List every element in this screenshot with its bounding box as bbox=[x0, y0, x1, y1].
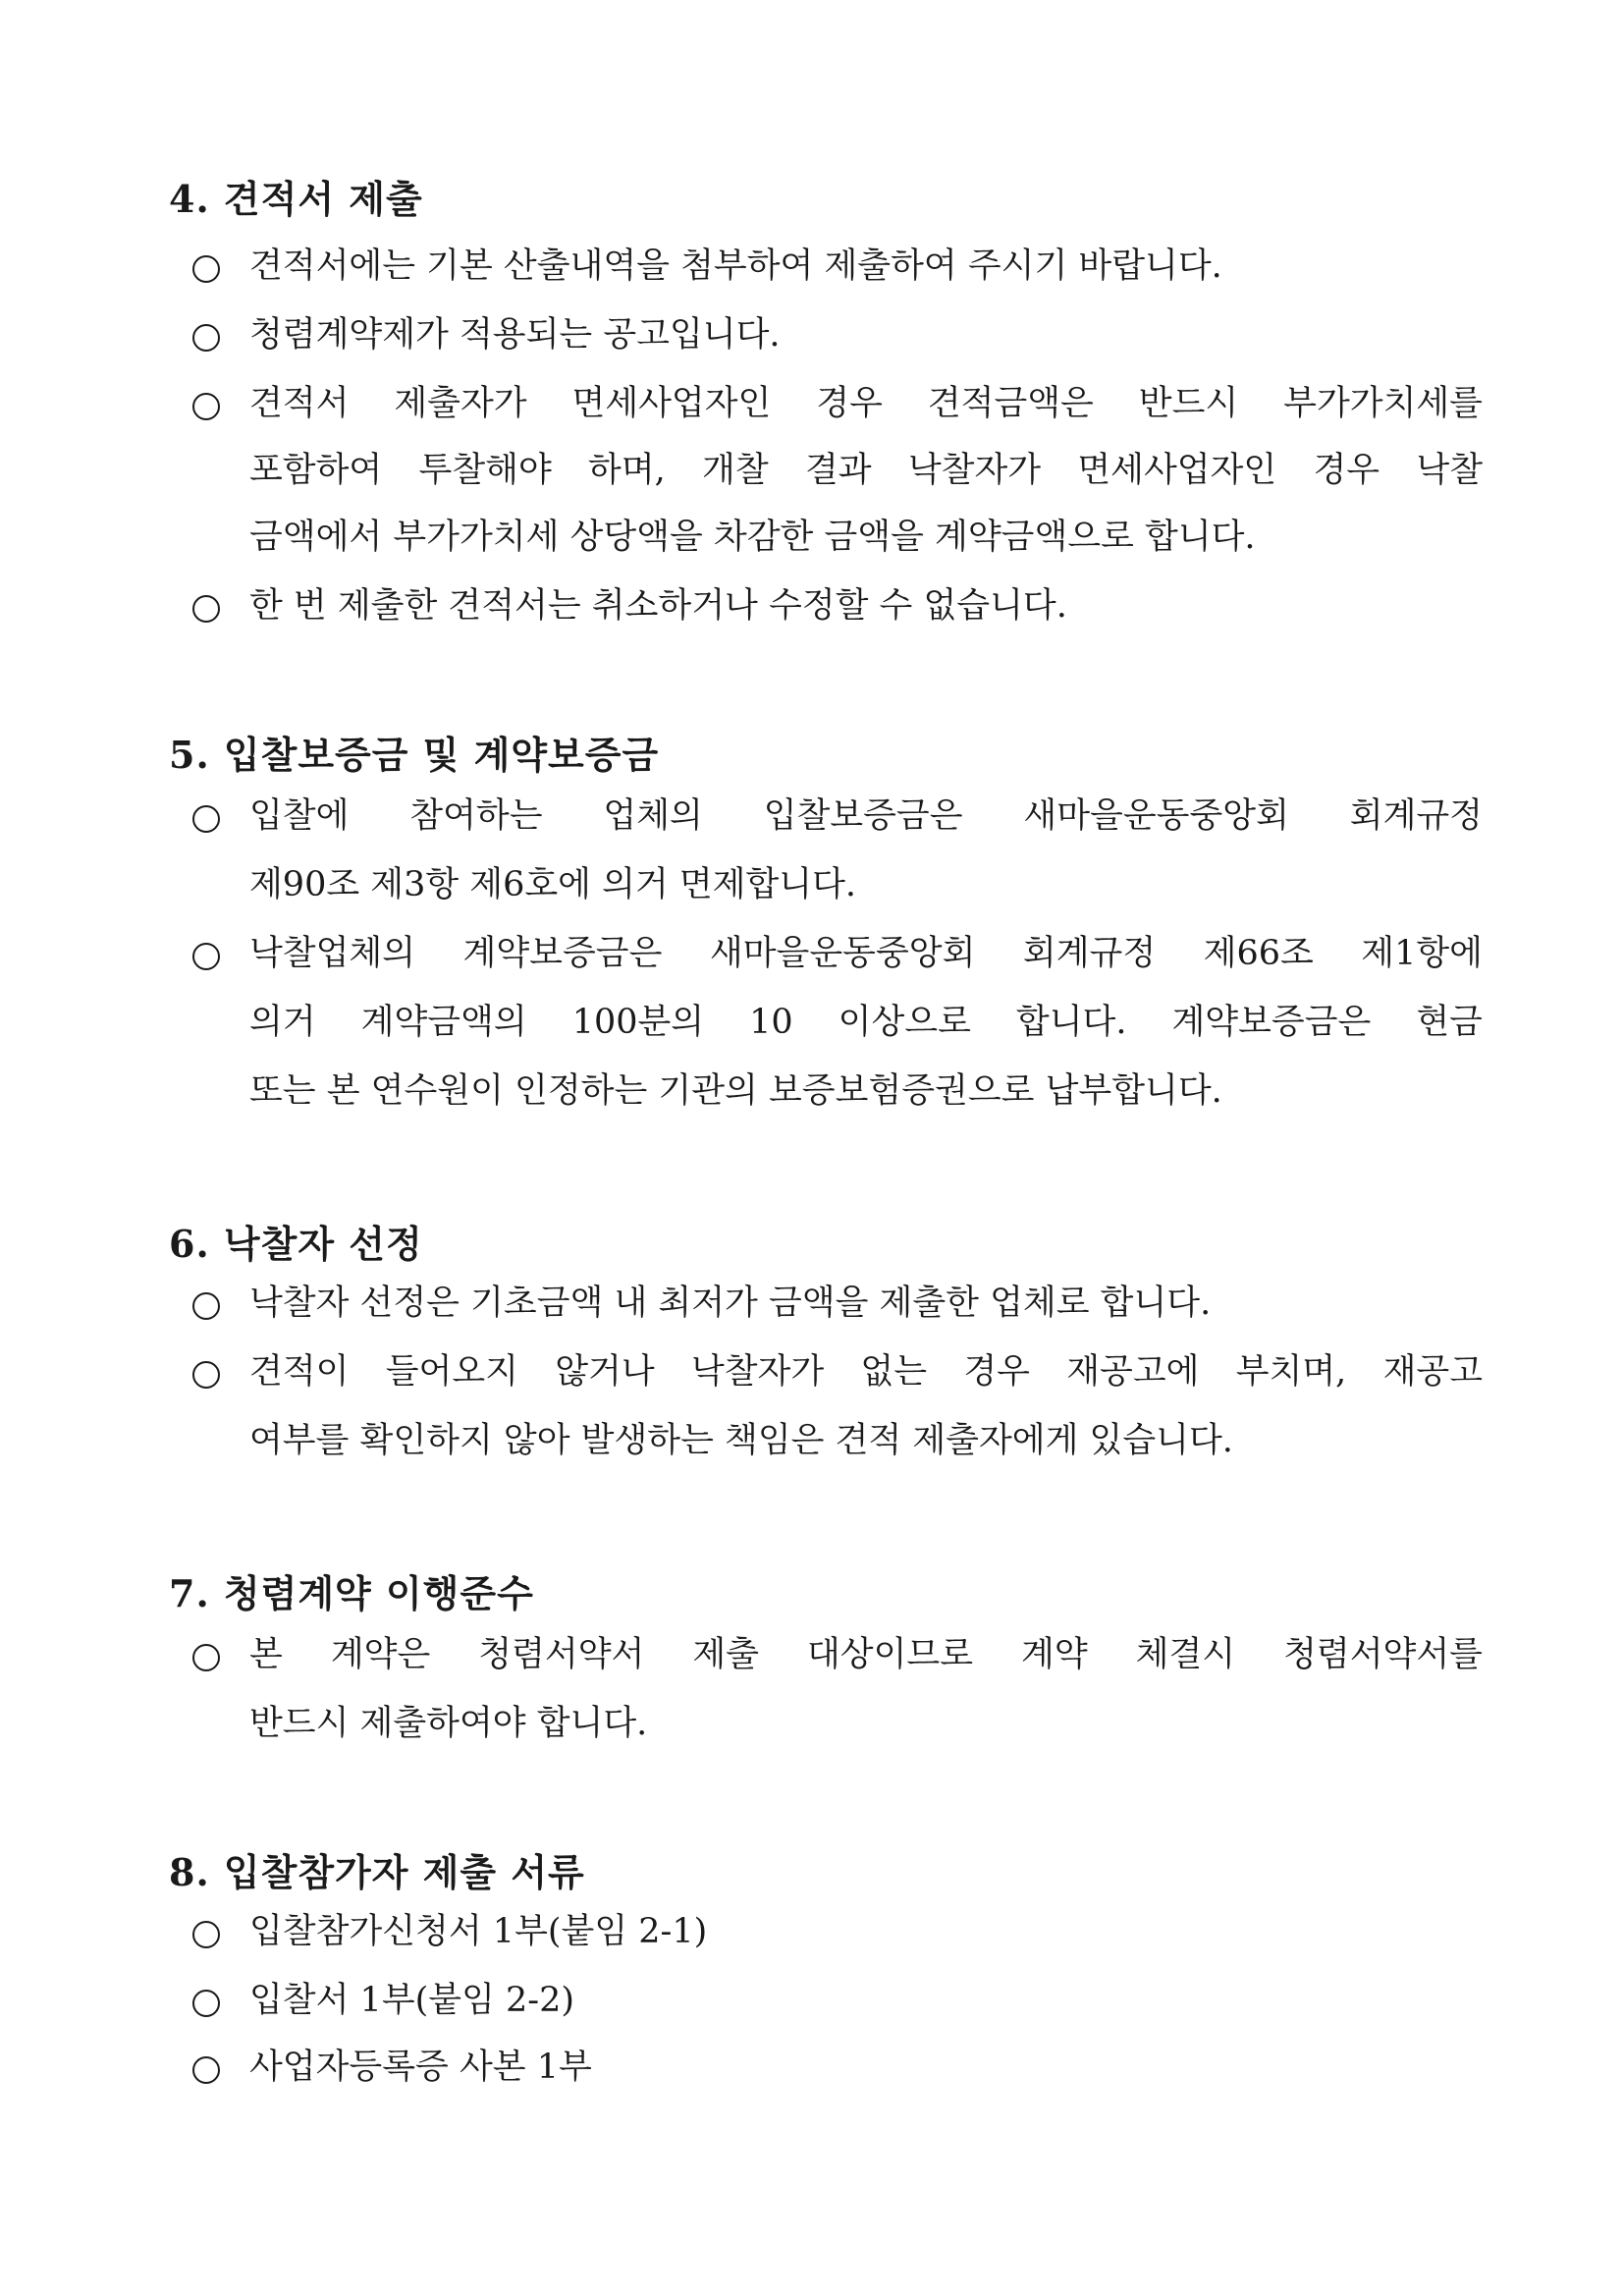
circle-bullet-icon bbox=[192, 1361, 220, 1389]
circle-bullet-icon bbox=[192, 324, 220, 352]
circle-bullet-icon bbox=[192, 595, 220, 623]
item-text: 또는 본 연수원이 인정하는 기관의 보증보험증권으로 납부합니다. bbox=[249, 1071, 1222, 1111]
item-text: 청렴계약제가 적용되는 공고입니다. bbox=[249, 315, 781, 355]
item-text: 견적서 제출자가 면세사업자인 경우 견적금액은 반드시 부가가치세를 bbox=[249, 384, 1483, 423]
item-text: 낙찰자 선정은 기초금액 내 최저가 금액을 제출한 업체로 합니다. bbox=[249, 1284, 1212, 1323]
section-heading: 6. 낙찰자 선정 bbox=[169, 1222, 423, 1266]
item-text: 견적서에는 기본 산출내역을 첨부하여 제출하여 주시기 바랍니다. bbox=[249, 246, 1222, 286]
section-heading: 4. 견적서 제출 bbox=[169, 177, 423, 221]
item-text: 사업자등록증 사본 1부 bbox=[249, 2048, 592, 2087]
item-text: 의거 계약금액의 100분의 10 이상으로 합니다. 계약보증금은 현금 bbox=[249, 1003, 1483, 1042]
circle-bullet-icon bbox=[192, 943, 220, 970]
circle-bullet-icon bbox=[192, 1921, 220, 1948]
circle-bullet-icon bbox=[192, 1990, 220, 2017]
item-text: 한 번 제출한 견적서는 취소하거나 수정할 수 없습니다. bbox=[249, 586, 1067, 626]
item-text: 반드시 제출하여야 합니다. bbox=[249, 1704, 648, 1743]
section-heading: 8. 입찰참가자 제출 서류 bbox=[169, 1850, 585, 1894]
item-text: 견적이 들어오지 않거나 낙찰자가 없는 경우 재공고에 부치며, 재공고 bbox=[249, 1352, 1483, 1392]
section-heading: 7. 청렴계약 이행준수 bbox=[169, 1571, 534, 1615]
item-text: 입찰참가신청서 1부(붙임 2-1) bbox=[249, 1912, 708, 1951]
item-text: 입찰서 1부(붙임 2-2) bbox=[249, 1981, 575, 2020]
item-text: 포함하여 투찰해야 하며, 개찰 결과 낙찰자가 면세사업자인 경우 낙찰 bbox=[249, 451, 1483, 490]
item-text: 제90조 제3항 제6호에 의거 면제합니다. bbox=[249, 865, 857, 904]
circle-bullet-icon bbox=[192, 2056, 220, 2084]
circle-bullet-icon bbox=[192, 393, 220, 420]
circle-bullet-icon bbox=[192, 1644, 220, 1671]
circle-bullet-icon bbox=[192, 805, 220, 833]
item-text: 여부를 확인하지 않아 발생하는 책임은 견적 제출자에게 있습니다. bbox=[249, 1421, 1233, 1460]
section-heading: 5. 입찰보증금 및 계약보증금 bbox=[169, 733, 660, 777]
circle-bullet-icon bbox=[192, 255, 220, 283]
item-text: 낙찰업체의 계약보증금은 새마을운동중앙회 회계규정 제66조 제1항에 bbox=[249, 934, 1483, 973]
item-text: 본 계약은 청렴서약서 제출 대상이므로 계약 체결시 청렴서약서를 bbox=[249, 1635, 1483, 1674]
item-text: 금액에서 부가가치세 상당액을 차감한 금액을 계약금액으로 합니다. bbox=[249, 518, 1256, 557]
circle-bullet-icon bbox=[192, 1292, 220, 1320]
item-text: 입찰에 참여하는 업체의 입찰보증금은 새마을운동중앙회 회계규정 bbox=[249, 796, 1483, 836]
